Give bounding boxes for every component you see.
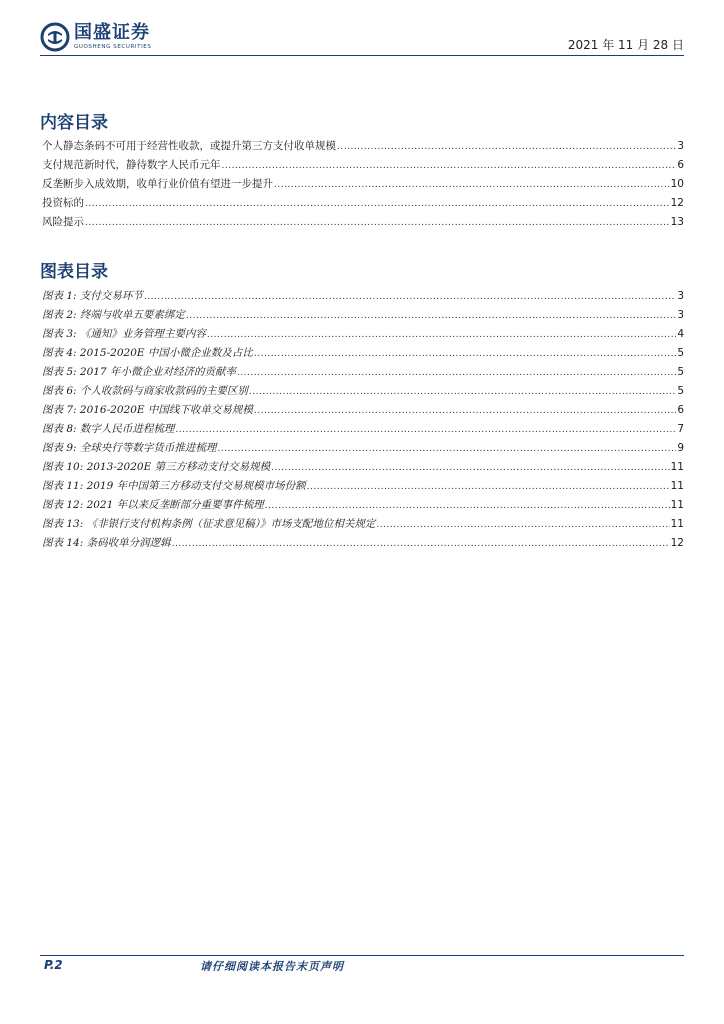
- figure-entry-page[interactable]: 5: [677, 366, 684, 378]
- figure-entry-page[interactable]: 3: [677, 309, 684, 321]
- page-header: [40, 18, 684, 56]
- dot-leader: [144, 292, 676, 302]
- dot-leader: [237, 368, 676, 378]
- contents-entry-label[interactable]: 风险提示: [42, 216, 84, 228]
- figure-entry[interactable]: [42, 459, 684, 478]
- dot-leader: [274, 180, 670, 190]
- figure-entry-page[interactable]: 11: [670, 480, 684, 492]
- figure-entry[interactable]: [42, 307, 684, 326]
- figure-entry-label[interactable]: 图表 3: 《通知》业务管理主要内容: [42, 328, 206, 340]
- figure-entry-label[interactable]: 图表 1: 支付交易环节: [42, 290, 143, 302]
- figure-entry-page[interactable]: 5: [677, 385, 684, 397]
- dot-leader: [376, 520, 669, 530]
- figure-entry-page[interactable]: 7: [677, 423, 684, 435]
- contents-entry-page[interactable]: 10: [670, 178, 684, 190]
- dot-leader: [249, 387, 676, 397]
- figure-entry-page[interactable]: 12: [670, 537, 684, 549]
- figure-entry-page[interactable]: 5: [677, 347, 684, 359]
- figure-entry-page[interactable]: 11: [670, 461, 684, 473]
- contents-title: 内容目录: [40, 113, 108, 133]
- dot-leader: [207, 330, 676, 340]
- footer-divider: [40, 955, 684, 956]
- dot-leader: [85, 199, 670, 209]
- figure-entry-page[interactable]: 6: [677, 404, 684, 416]
- company-logo: [40, 22, 151, 52]
- contents-entry[interactable]: [42, 195, 684, 214]
- figure-entry[interactable]: [42, 326, 684, 345]
- dot-leader: [254, 406, 676, 416]
- dot-leader: [217, 444, 676, 454]
- dot-leader: [186, 311, 676, 321]
- disclaimer-note: 请仔细阅读本报告末页声明: [200, 960, 344, 973]
- dot-leader: [172, 539, 670, 549]
- contents-entry-label[interactable]: 支付规范新时代，静待数字人民币元年: [42, 159, 221, 171]
- dot-leader: [337, 142, 676, 152]
- logo-chinese-name: 国盛证券: [74, 22, 150, 43]
- contents-entry-page[interactable]: 3: [677, 140, 684, 152]
- dot-leader: [265, 501, 670, 511]
- page-number: P.2: [44, 958, 63, 972]
- figure-entry-page[interactable]: 4: [677, 328, 684, 340]
- figure-entry[interactable]: [42, 421, 684, 440]
- figure-entry-label[interactable]: 图表 10: 2013-2020E 第三方移动支付交易规模: [42, 461, 271, 473]
- figure-entry-label[interactable]: 图表 5: 2017 年小微企业对经济的贡献率: [42, 366, 236, 378]
- figure-entry-page[interactable]: 11: [670, 518, 684, 530]
- guosheng-logo-icon: [40, 22, 70, 52]
- figure-entry-label[interactable]: 图表 6: 个人收款码与商家收款码的主要区别: [42, 385, 248, 397]
- logo-english-name: GUOSHENG SECURITIES: [74, 44, 152, 50]
- contents-entry[interactable]: [42, 157, 684, 176]
- contents-entry-page[interactable]: 13: [670, 216, 684, 228]
- dot-leader: [307, 482, 670, 492]
- contents-entry[interactable]: [42, 176, 684, 195]
- figure-entry-page[interactable]: 9: [677, 442, 684, 454]
- dot-leader: [271, 463, 670, 473]
- contents-entry[interactable]: [42, 138, 684, 157]
- figure-entry[interactable]: [42, 516, 684, 535]
- figure-entry-label[interactable]: 图表 2: 终端与收单五要素绑定: [42, 309, 185, 321]
- figure-entry[interactable]: [42, 383, 684, 402]
- figure-entry[interactable]: [42, 288, 684, 307]
- header-divider: [40, 55, 684, 56]
- figure-entry-label[interactable]: 图表 13: 《非银行支付机构条例（征求意见稿）》市场支配地位相关规定: [42, 518, 376, 530]
- figures-title: 图表目录: [40, 262, 108, 282]
- figure-entry[interactable]: [42, 535, 684, 554]
- contents-entry-label[interactable]: 个人静态条码不可用于经营性收款，或提升第三方支付收单规模: [42, 140, 336, 152]
- dot-leader: [222, 161, 677, 171]
- figure-entry[interactable]: [42, 497, 684, 516]
- figure-entry[interactable]: [42, 345, 684, 364]
- figures-list: [42, 288, 684, 554]
- contents-entry-label[interactable]: 反垄断步入成效期，收单行业价值有望进一步提升: [42, 178, 273, 190]
- figure-entry[interactable]: [42, 440, 684, 459]
- figure-entry-label[interactable]: 图表 11: 2019 年中国第三方移动支付交易规模市场份额: [42, 480, 306, 492]
- dot-leader: [175, 425, 676, 435]
- figure-entry[interactable]: [42, 478, 684, 497]
- dot-leader: [85, 218, 670, 228]
- figure-entry[interactable]: [42, 402, 684, 421]
- figure-entry-label[interactable]: 图表 4: 2015-2020E 中国小微企业数及占比: [42, 347, 253, 359]
- figure-entry-page[interactable]: 3: [677, 290, 684, 302]
- figure-entry-label[interactable]: 图表 8: 数字人民币进程梳理: [42, 423, 175, 435]
- figure-entry-label[interactable]: 图表 9: 全球央行等数字货币推进梳理: [42, 442, 217, 454]
- contents-entry-page[interactable]: 6: [677, 159, 684, 171]
- contents-list: [42, 138, 684, 233]
- figure-entry-label[interactable]: 图表 7: 2016-2020E 中国线下收单交易规模: [42, 404, 253, 416]
- figure-entry-label[interactable]: 图表 14: 条码收单分润逻辑: [42, 537, 171, 549]
- figure-entry-label[interactable]: 图表 12: 2021 年以来反垄断部分重要事件梳理: [42, 499, 264, 511]
- contents-entry-page[interactable]: 12: [670, 197, 684, 209]
- figure-entry[interactable]: [42, 364, 684, 383]
- contents-entry[interactable]: [42, 214, 684, 233]
- figure-entry-page[interactable]: 11: [670, 499, 684, 511]
- dot-leader: [254, 349, 676, 359]
- contents-entry-label[interactable]: 投资标的: [42, 197, 84, 209]
- report-date: 2021 年 11 月 28 日: [567, 38, 684, 52]
